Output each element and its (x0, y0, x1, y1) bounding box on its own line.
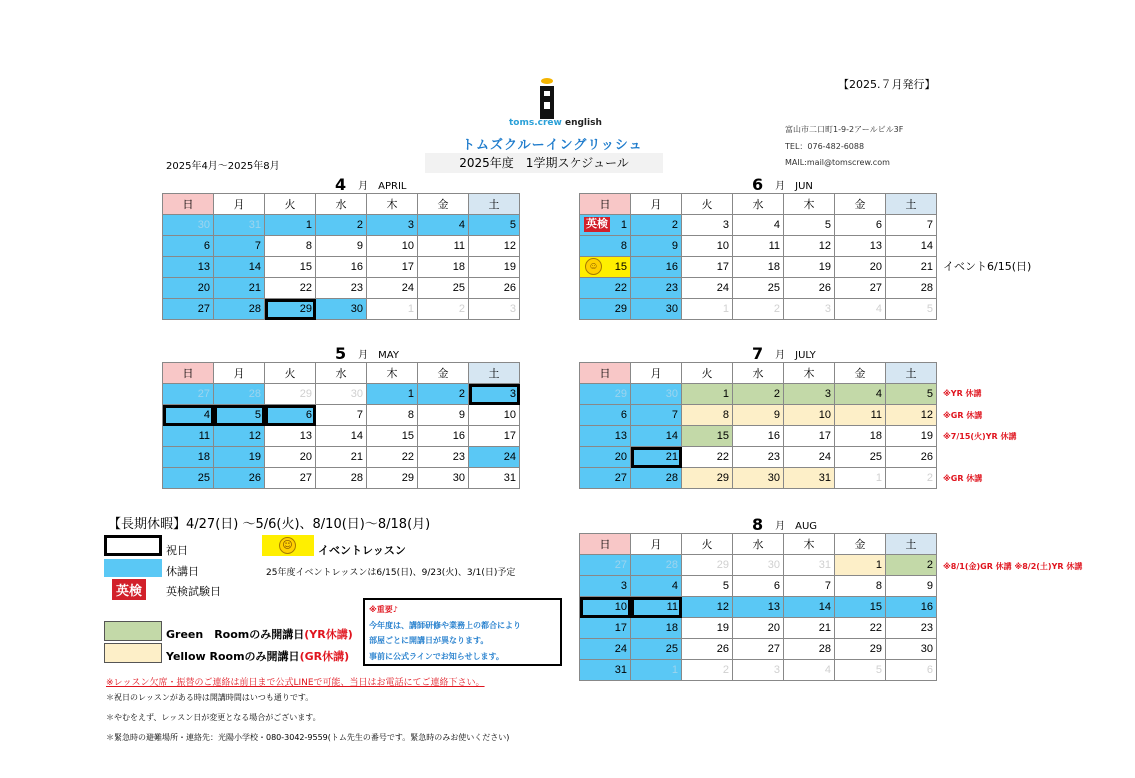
weekday-header: 木 (367, 363, 418, 384)
day-cell: 3 (580, 576, 631, 597)
day-cell: 2 (418, 384, 469, 405)
day-cell: 10 (784, 405, 835, 426)
day-cell: 4 (418, 215, 469, 236)
weekday-header: 水 (316, 363, 367, 384)
day-cell: 2 (733, 384, 784, 405)
day-cell: 5 (682, 576, 733, 597)
day-cell: 1 (682, 384, 733, 405)
day-cell: 31 (469, 468, 520, 489)
page-title: 2025年度 1学期スケジュール (425, 153, 663, 173)
day-cell: 7 (214, 236, 265, 257)
smile-icon: ☺ (585, 258, 602, 275)
day-cell: 24 (469, 447, 520, 468)
day-cell: 28 (784, 639, 835, 660)
weekday-header: 月 (631, 534, 682, 555)
day-cell: 18 (835, 426, 886, 447)
day-cell: 25 (163, 468, 214, 489)
important-notice (363, 598, 562, 666)
day-cell: 20 (163, 278, 214, 299)
day-cell: 16 (631, 257, 682, 278)
day-cell: 18 (418, 257, 469, 278)
weekday-header: 土 (886, 363, 937, 384)
day-cell: 13 (835, 236, 886, 257)
day-cell: 23 (886, 618, 937, 639)
weekday-header: 金 (835, 194, 886, 215)
month-number: 7 (752, 344, 764, 363)
day-cell: 17 (682, 257, 733, 278)
day-cell: 29 (580, 384, 631, 405)
legend-yellow-swatch (104, 643, 162, 663)
day-cell: 英検 1 (580, 215, 631, 236)
legend-holiday-swatch (104, 535, 162, 556)
calendar-may (162, 362, 520, 489)
day-cell: 29 (580, 299, 631, 320)
day-cell: 28 (886, 278, 937, 299)
day-cell: 3 (469, 299, 520, 320)
day-cell: 8 (580, 236, 631, 257)
day-cell: 25 (631, 639, 682, 660)
day-cell: 27 (580, 555, 631, 576)
day-cell: 2 (631, 215, 682, 236)
day-cell: 26 (214, 468, 265, 489)
day-cell: 10 (682, 236, 733, 257)
day-cell: 29 (835, 639, 886, 660)
day-cell: 20 (580, 447, 631, 468)
day-cell: 12 (682, 597, 733, 618)
day-cell: 30 (316, 384, 367, 405)
day-cell: 27 (163, 384, 214, 405)
day-cell: 9 (886, 576, 937, 597)
day-cell: 21 (316, 447, 367, 468)
weekday-header: 土 (469, 363, 520, 384)
notice-line: 今年度は、講師研修や業務上の都合により (369, 620, 521, 630)
day-cell: 11 (418, 236, 469, 257)
day-cell: 30 (316, 299, 367, 320)
day-cell: 10 (580, 597, 631, 618)
calendar-april (162, 193, 520, 320)
period: 2025年4月～2025年8月 (166, 161, 280, 172)
day-cell: 23 (733, 447, 784, 468)
day-cell: 24 (682, 278, 733, 299)
day-cell: 26 (784, 278, 835, 299)
weekday-header: 土 (886, 534, 937, 555)
day-cell: 24 (784, 447, 835, 468)
day-cell: 21 (631, 447, 682, 468)
day-cell: 27 (580, 468, 631, 489)
day-cell: 13 (265, 426, 316, 447)
day-cell: 3 (682, 215, 733, 236)
day-cell: 26 (682, 639, 733, 660)
day-cell: 19 (469, 257, 520, 278)
day-cell: 24 (580, 639, 631, 660)
day-cell: 2 (886, 555, 937, 576)
day-cell: 12 (214, 426, 265, 447)
day-cell: 2 (316, 215, 367, 236)
day-cell: 31 (784, 555, 835, 576)
day-cell: 3 (784, 299, 835, 320)
month-label: 月 APRIL (358, 181, 407, 192)
july-note-3: ※7/15(火)YR 休講 (943, 432, 1017, 441)
day-cell: 3 (469, 384, 520, 405)
june-event-note: イベント6/15(日) (943, 260, 1032, 273)
day-cell: 4 (784, 660, 835, 681)
day-cell: 22 (265, 278, 316, 299)
brand-kana: トムズクルーイングリッシュ (462, 138, 643, 153)
day-cell: 28 (214, 384, 265, 405)
day-cell: 14 (316, 426, 367, 447)
day-cell: 2 (418, 299, 469, 320)
day-cell: 31 (214, 215, 265, 236)
weekday-header: 月 (631, 363, 682, 384)
day-cell: 18 (163, 447, 214, 468)
legend-green-label: Green Roomのみ開講日(YR休講) (166, 628, 353, 641)
weekday-header: 日 (580, 534, 631, 555)
day-cell: 12 (886, 405, 937, 426)
day-cell: 30 (631, 299, 682, 320)
day-cell: 17 (367, 257, 418, 278)
day-cell: 29 (682, 555, 733, 576)
aug-note-1: ※8/1(金)GR 休講 ※8/2(土)YR 休講 (943, 562, 1083, 571)
day-cell: 10 (367, 236, 418, 257)
day-cell: 3 (784, 384, 835, 405)
weekday-header: 木 (784, 534, 835, 555)
footer-note-2: ＊やむをえず、レッスン日が変更となる場合がございます。 (106, 713, 321, 722)
weekday-header: 木 (784, 363, 835, 384)
day-cell: 16 (733, 426, 784, 447)
day-cell: 27 (733, 639, 784, 660)
day-cell: 12 (469, 236, 520, 257)
notice-title: ※重要♪ (369, 605, 398, 614)
day-cell: 1 (682, 299, 733, 320)
absence-notice: ※レッスン欠席・振替のご連絡は前日まで公式LINEで可能、当日はお電話にてご連絡下さい。 (106, 678, 485, 688)
day-cell: 5 (469, 215, 520, 236)
tel: TEL：076-482-6088 (785, 141, 865, 151)
day-cell: 7 (784, 576, 835, 597)
month-number: 5 (335, 344, 347, 363)
day-cell: 19 (784, 257, 835, 278)
day-cell: 5 (886, 384, 937, 405)
day-cell: 14 (886, 236, 937, 257)
day-cell: 1 (367, 384, 418, 405)
day-cell: 28 (316, 468, 367, 489)
day-cell: 11 (631, 597, 682, 618)
notice-line: 部屋ごとに開講日が異なります。 (369, 636, 489, 645)
month-number: 6 (752, 175, 764, 194)
month-header (752, 514, 817, 533)
day-cell: 22 (835, 618, 886, 639)
day-cell: 2 (733, 299, 784, 320)
day-cell: 11 (733, 236, 784, 257)
day-cell: 11 (835, 405, 886, 426)
day-cell: 29 (682, 468, 733, 489)
brand-name: toms.crew english (509, 118, 602, 128)
day-cell: 13 (733, 597, 784, 618)
day-cell: 29 (367, 468, 418, 489)
day-cell: 15 (265, 257, 316, 278)
july-note-2: ※GR 休講 (943, 411, 983, 420)
day-cell: 4 (631, 576, 682, 597)
calendar-july (579, 362, 937, 489)
month-header (752, 343, 816, 362)
legend-eiken-badge: 英検 (112, 579, 146, 600)
day-cell: 28 (214, 299, 265, 320)
day-cell: 21 (886, 257, 937, 278)
weekday-header: 月 (631, 194, 682, 215)
day-cell: 28 (631, 468, 682, 489)
day-cell: 20 (835, 257, 886, 278)
day-cell: 23 (316, 278, 367, 299)
day-cell: 31 (580, 660, 631, 681)
legend-holiday-label: 祝日 (166, 544, 188, 557)
weekday-header: 火 (682, 363, 733, 384)
day-cell: 19 (886, 426, 937, 447)
day-cell: 4 (835, 299, 886, 320)
day-cell: 6 (886, 660, 937, 681)
day-cell: 20 (733, 618, 784, 639)
day-cell: 4 (163, 405, 214, 426)
day-cell: 14 (214, 257, 265, 278)
day-cell: 21 (784, 618, 835, 639)
day-cell: 17 (469, 426, 520, 447)
day-cell: 4 (835, 384, 886, 405)
weekday-header: 日 (580, 363, 631, 384)
day-cell: 1 (835, 555, 886, 576)
day-cell: 16 (316, 257, 367, 278)
day-cell: 16 (418, 426, 469, 447)
contact-block (785, 122, 903, 172)
day-cell: 8 (265, 236, 316, 257)
weekday-header: 金 (418, 363, 469, 384)
day-cell: 7 (886, 215, 937, 236)
month-label: 月 AUG (775, 521, 818, 532)
day-cell: 27 (265, 468, 316, 489)
month-label: 月 JUN (775, 181, 813, 192)
day-cell: 6 (835, 215, 886, 236)
day-cell: 14 (631, 426, 682, 447)
smile-icon: ☺ (279, 537, 296, 554)
weekday-header: 木 (784, 194, 835, 215)
day-cell: 28 (631, 555, 682, 576)
weekday-header: 水 (733, 194, 784, 215)
day-cell: 25 (418, 278, 469, 299)
day-cell: 18 (733, 257, 784, 278)
legend-eiken-label: 英検試験日 (166, 585, 221, 598)
weekday-header: 月 (214, 363, 265, 384)
day-cell: 30 (631, 384, 682, 405)
day-cell: 30 (733, 468, 784, 489)
day-cell: 10 (469, 405, 520, 426)
day-cell: 6 (163, 236, 214, 257)
month-header (335, 174, 406, 193)
month-number: 4 (335, 175, 347, 194)
notice-line: 事前に公式ラインでお知らせします。 (369, 651, 504, 661)
day-cell: 23 (631, 278, 682, 299)
day-cell: 2 (682, 660, 733, 681)
day-cell: 1 (835, 468, 886, 489)
weekday-header: 火 (265, 363, 316, 384)
day-cell: 9 (631, 236, 682, 257)
day-cell: 20 (265, 447, 316, 468)
day-cell: 27 (163, 299, 214, 320)
day-cell: 4 (733, 215, 784, 236)
day-cell: 6 (733, 576, 784, 597)
weekday-header: 日 (163, 363, 214, 384)
weekday-header: 土 (886, 194, 937, 215)
day-cell: 12 (784, 236, 835, 257)
day-cell: 23 (418, 447, 469, 468)
day-cell: 31 (784, 468, 835, 489)
weekday-header: 金 (835, 534, 886, 555)
day-cell: 27 (835, 278, 886, 299)
month-label: 月 MAY (358, 350, 399, 361)
address: 富山市二口町1-9-2アールビル3F (785, 125, 904, 134)
day-cell: 6 (580, 405, 631, 426)
day-cell: 5 (214, 405, 265, 426)
day-cell: 22 (580, 278, 631, 299)
mail: MAIL:mail@tomscrew.com (785, 158, 890, 167)
weekday-header: 日 (580, 194, 631, 215)
day-cell: 17 (580, 618, 631, 639)
legend-closed-label: 休講日 (166, 565, 199, 578)
day-cell: 17 (784, 426, 835, 447)
day-cell: 18 (631, 618, 682, 639)
day-cell: 5 (784, 215, 835, 236)
legend-event-swatch (262, 535, 314, 556)
issue-date: 【2025.７月発行】 (838, 78, 936, 91)
day-cell: 7 (631, 405, 682, 426)
day-cell: 9 (733, 405, 784, 426)
day-cell: 14 (784, 597, 835, 618)
day-cell: 25 (733, 278, 784, 299)
month-number: 8 (752, 515, 764, 534)
day-cell: 30 (733, 555, 784, 576)
day-cell: 13 (163, 257, 214, 278)
day-cell: 1 (367, 299, 418, 320)
day-cell: 9 (418, 405, 469, 426)
weekday-header: 金 (418, 194, 469, 215)
day-cell: 30 (418, 468, 469, 489)
day-cell: 9 (316, 236, 367, 257)
weekday-header: 水 (733, 363, 784, 384)
eiken-badge: 英検 (586, 218, 608, 230)
weekday-header: 火 (265, 194, 316, 215)
day-cell: 16 (886, 597, 937, 618)
footer-note-3: ＊緊急時の避難場所・連絡先：光陽小学校・080-3042-9559(トム先生の番号です。緊急時のみお使いください) (106, 733, 510, 742)
day-cell: 5 (886, 299, 937, 320)
legend-event-label: イベントレッスン (318, 544, 406, 557)
footer-note-1: ＊祝日のレッスンがある時は開講時間はいつも通りです。 (106, 693, 314, 702)
day-cell: 8 (367, 405, 418, 426)
legend-closed-swatch (104, 559, 162, 577)
day-cell: 2 (886, 468, 937, 489)
month-header (335, 343, 399, 362)
day-cell: 13 (580, 426, 631, 447)
day-cell: 6 (265, 405, 316, 426)
month-label: 月 JULY (775, 350, 816, 361)
day-cell: 7 (316, 405, 367, 426)
day-cell: 19 (682, 618, 733, 639)
legend-green-swatch (104, 621, 162, 641)
day-cell: 5 (835, 660, 886, 681)
day-cell: 25 (835, 447, 886, 468)
weekday-header: 水 (316, 194, 367, 215)
july-note-1: ※YR 休講 (943, 389, 982, 398)
weekday-header: 水 (733, 534, 784, 555)
day-cell: 3 (733, 660, 784, 681)
day-cell: 24 (367, 278, 418, 299)
day-cell: 8 (835, 576, 886, 597)
day-cell: 8 (682, 405, 733, 426)
logo-icon (536, 76, 558, 122)
day-cell: 15 (835, 597, 886, 618)
july-note-5: ※GR 休講 (943, 474, 983, 483)
calendar-jun (579, 193, 937, 320)
day-cell: 29 (265, 384, 316, 405)
day-cell: 22 (682, 447, 733, 468)
day-cell: 15 (367, 426, 418, 447)
day-cell: 3 (367, 215, 418, 236)
day-cell: 19 (214, 447, 265, 468)
day-cell: 22 (367, 447, 418, 468)
weekday-header: 日 (163, 194, 214, 215)
weekday-header: 土 (469, 194, 520, 215)
legend-yellow-label: Yellow Roomのみ開講日(GR休講) (166, 650, 350, 663)
day-cell: 21 (214, 278, 265, 299)
long-holiday: 【長期休暇】4/27(日) ～5/6(火)、8/10(日)～8/18(月) (108, 517, 431, 532)
day-cell: 1 (265, 215, 316, 236)
day-cell: 30 (886, 639, 937, 660)
weekday-header: 火 (682, 194, 733, 215)
weekday-header: 火 (682, 534, 733, 555)
day-cell: 15 (682, 426, 733, 447)
day-cell: 30 (163, 215, 214, 236)
day-cell: 26 (886, 447, 937, 468)
day-cell: 29 (265, 299, 316, 320)
event-dates: 25年度イベントレッスンは6/15(日)、9/23(火)、3/1(日)予定 (266, 568, 516, 578)
month-header (752, 174, 813, 193)
day-cell: 26 (469, 278, 520, 299)
calendar-aug (579, 533, 937, 681)
weekday-header: 月 (214, 194, 265, 215)
day-cell: ☺ 15 (580, 257, 631, 278)
day-cell: 11 (163, 426, 214, 447)
weekday-header: 金 (835, 363, 886, 384)
weekday-header: 木 (367, 194, 418, 215)
day-cell: 1 (631, 660, 682, 681)
